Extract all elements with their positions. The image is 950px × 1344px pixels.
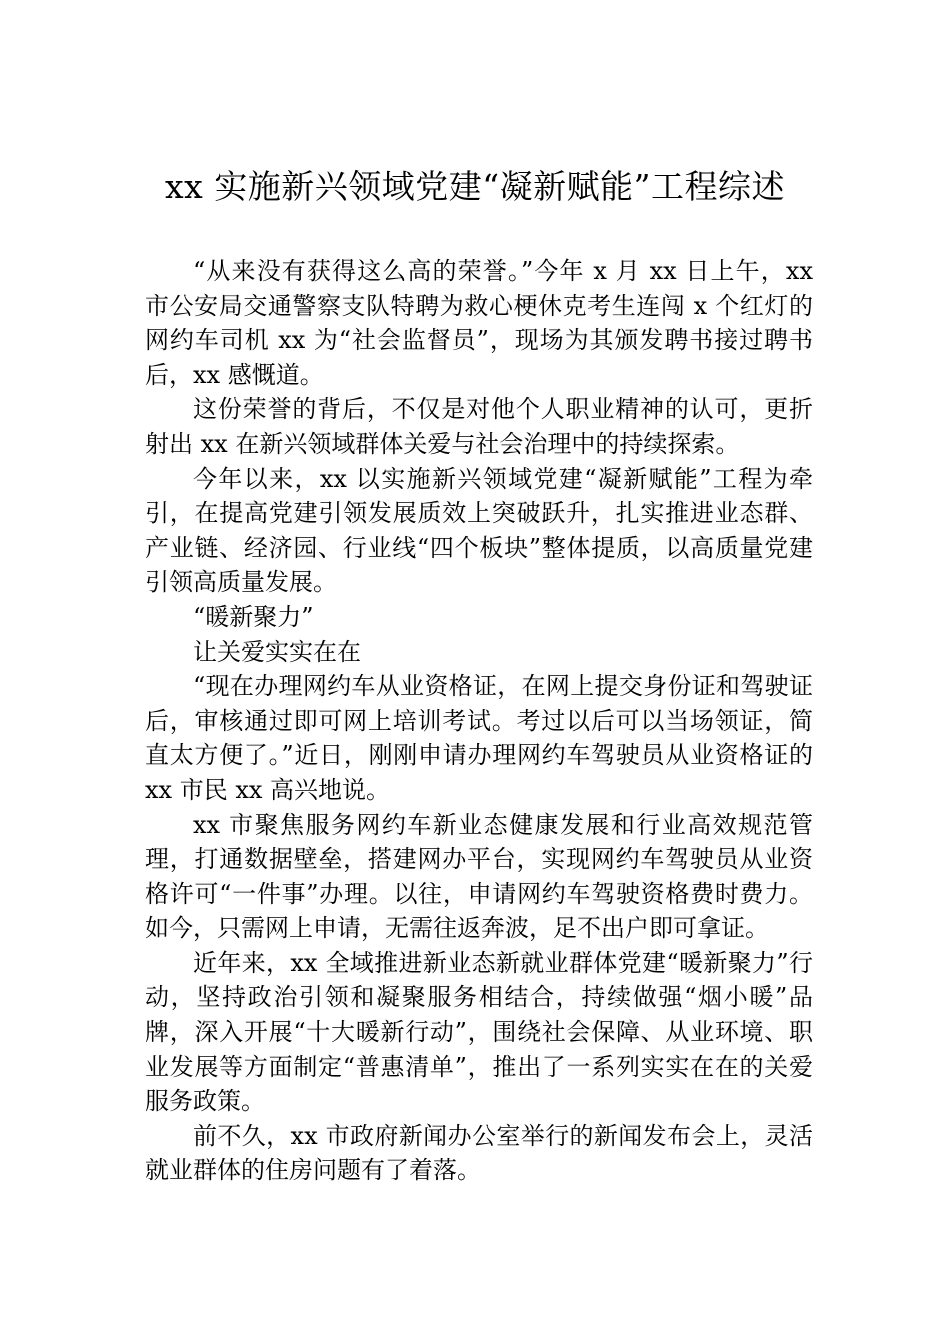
paragraph: xx 市聚焦服务网约车新业态健康发展和行业高效规范管理，打通数据壁垒，搭建网办平台，实现网约车驾驶员从业资格许可“一件事”办理。以往，申请网约车驾驶资格费时费力。如今，只需网上申请，无需往返奔波，足不出户即可拿证。 (145, 810, 813, 943)
paragraph: “现在办理网约车从业资格证，在网上提交身份证和驾驶证后，审核通过即可网上培训考试。考过以后可以当场领证，简直太方便了。”近日，刚刚申请办理网约车驾驶员从业资格证的 xx 市民 xx 高兴地说。 (145, 672, 813, 804)
paragraph: 这份荣誉的背后，不仅是对他个人职业精神的认可，更折射出 xx 在新兴领域群体关爱与社会治理中的持续探索。 (145, 395, 813, 458)
section-heading: “暖新聚力” (193, 602, 314, 631)
paragraph: 近年来，xx 全域推进新业态新就业群体党建“暖新聚力”行动，坚持政治引领和凝聚服务相结合，持续做强“烟小暖”品牌，深入开展“十大暖新行动”，围绕社会保障、从业环境、职业发展等方面制定“普惠清单”，推出了一系列实实在在的关爱服务政策。 (145, 948, 813, 1116)
section-subheading: 让关爱实实在在 (193, 637, 361, 666)
paragraph: 今年以来，xx 以实施新兴领域党建“凝新赋能”工程为牵引，在提高党建引领发展质效上突破跃升，扎实推进业态群、产业链、经济园、行业线“四个板块”整体提质，以高质量党建引领高质量发展。 (145, 464, 813, 597)
paragraph: “从来没有获得这么高的荣誉。”今年 x 月 xx 日上午，xx 市公安局交通警察支队特聘为救心梗休克考生连闯 x 个红灯的网约车司机 xx 为“社会监督员”，现场为其颁发聘书接过聘书后，xx 感慨道。 (145, 257, 813, 389)
paragraph: 前不久，xx 市政府新闻办公室举行的新闻发布会上，灵活就业群体的住房问题有了着落。 (145, 1121, 813, 1185)
document-body (145, 254, 813, 1188)
document-title: xx 实施新兴领域党建“凝新赋能”工程综述 (165, 167, 785, 206)
